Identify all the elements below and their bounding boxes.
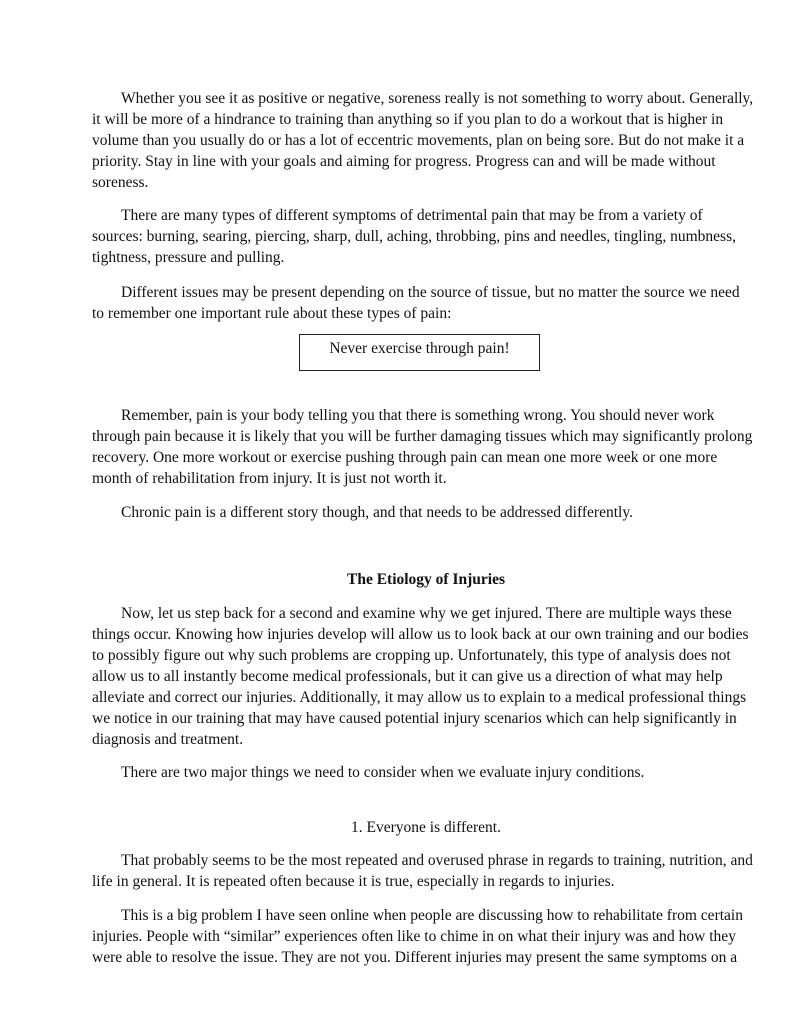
paragraph-pain-symptoms [92,205,760,268]
text-line: Whether you see it as positive or negative, soreness really is not something to worry about. Generally, [121,90,754,107]
numbered-point: 1. Everyone is different. [351,819,501,836]
text-line: recovery. One more workout or exercise pushing through pain can mean one more week or one more [92,449,718,466]
text-line: That probably seems to be the most repeated and overused phrase in regards to training, nutrition, and [121,852,753,869]
text-line: month of rehabilitation from injury. It is just not worth it. [92,470,447,487]
text-line: through pain because it is likely that you will be further damaging tissues which may significantly prolong [92,428,753,445]
paragraph-chronic-pain [92,502,760,523]
paragraph-overused-phrase [92,850,760,892]
text-line: This is a big problem I have seen online when people are discussing how to rehabilitate from certain [121,907,743,924]
text-line: diagnosis and treatment. [92,731,244,748]
paragraph-tissue-source [92,282,760,324]
text-line: There are many types of different symptoms of detrimental pain that may be from a variety of [121,207,703,224]
text-line: Now, let us step back for a second and examine why we get injured. There are multiple ways these [121,605,732,622]
text-line: it will be more of a hindrance to training than anything so if you plan to do a workout that is higher in [92,111,724,128]
text-line: to possibly figure out why such problems are cropping up. Unfortunately, this type of analysis does not [92,647,731,664]
text-line: injuries. People with “similar” experiences often like to chime in on what their injury was and how they [92,928,736,945]
text-line: to remember one important rule about these types of pain: [92,305,452,322]
text-line: were able to resolve the issue. They are not you. Different injuries may present the same symptoms on a [92,949,738,966]
text-line: Chronic pain is a different story though, and that needs to be addressed differently. [121,504,633,521]
text-line: alleviate and correct our injuries. Additionally, it may allow us to explain to a medical professional things [92,689,747,706]
paragraph-two-things [92,762,760,783]
text-line: There are two major things we need to consider when we evaluate injury conditions. [121,764,645,781]
text-line: we notice in our training that may have caused potential injury scenarios which can help significantly in [92,710,737,727]
text-line: sources: burning, searing, piercing, sharp, dull, aching, throbbing, pins and needles, tingling, numbness, [92,228,736,245]
text-line: life in general. It is repeated often because it is true, especially in regards to injuries. [92,873,615,890]
paragraph-etiology [92,603,760,750]
paragraph-soreness [92,88,760,193]
text-line: volume than you usually do or has a lot of eccentric movements, plan on being sore. But do not make it a [92,132,745,149]
callout-box: Never exercise through pain! [299,334,540,371]
text-line: allow us to all instantly become medical professionals, but it can give us a direction of what may help [92,668,723,685]
text-line: tightness, pressure and pulling. [92,249,285,266]
text-line: priority. Stay in line with your goals and aiming for progress. Progress can and will be made without [92,153,716,170]
text-line: soreness. [92,174,149,191]
paragraph-online-problem [92,905,760,968]
section-heading: The Etiology of Injuries [346,571,506,588]
text-line: Remember, pain is your body telling you that there is something wrong. You should never work [121,407,715,424]
text-line: things occur. Knowing how injuries develop will allow us to look back at our own training and our bodies [92,626,749,643]
paragraph-pain-warning [92,405,760,489]
text-line: Different issues may be present depending on the source of tissue, but no matter the source we need [121,284,740,301]
